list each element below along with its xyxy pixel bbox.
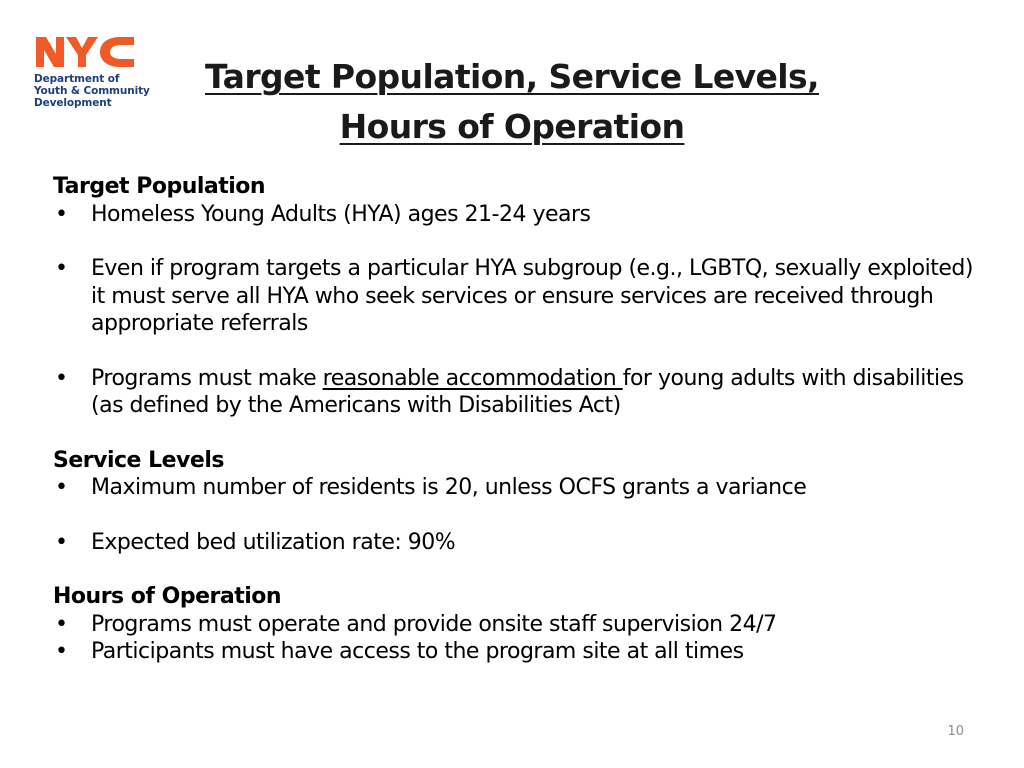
slide-title [150, 52, 874, 152]
slide-title-line-1: Target Population, Service Levels, [205, 57, 819, 96]
bullet-text-prefix: Programs must make [91, 365, 323, 391]
heading-hours-of-operation: Hours of Operation [53, 584, 282, 609]
bullet-marker: • [55, 475, 68, 500]
bullet-item [53, 255, 973, 338]
bullet-item [53, 638, 973, 666]
nyc-logo-mark [34, 34, 138, 70]
reasonable-accommodation-link[interactable]: reasonable accommodation [322, 365, 623, 391]
bullet-text: Expected bed utilization rate: 90% [91, 529, 456, 555]
bullet-item [53, 365, 973, 420]
bullet-text: Homeless Young Adults (HYA) ages 21-24 years [91, 201, 591, 227]
bullet-text: Programs must operate and provide onsite staff supervision 24/7 [91, 611, 777, 637]
bullet-text-suffix: for young adults with disabilities (as defined by the Americans with Disabilities Act) [91, 365, 964, 418]
bullet-text: Maximum number of residents is 20, unless OCFS grants a variance [91, 475, 807, 500]
logo-line-1: Department of [34, 73, 120, 85]
bullet-marker: • [55, 201, 68, 227]
logo-line-3: Development [34, 97, 112, 109]
logo-line-2: Youth & Community [34, 85, 150, 97]
bullet-marker: • [55, 639, 68, 664]
slide-title-line-2: Hours of Operation [339, 107, 685, 146]
bullet-marker: • [55, 365, 68, 391]
bullet-marker: • [55, 529, 68, 555]
bullet-text: Participants must have access to the program site at all times [91, 639, 744, 664]
heading-target-population: Target Population [53, 174, 266, 199]
logo-agency-name [34, 73, 164, 109]
heading-service-levels: Service Levels [53, 447, 224, 473]
slide-body [53, 173, 973, 666]
bullet-item [53, 201, 973, 229]
page-number: 10 [947, 724, 964, 739]
nyc-dycd-logo [34, 34, 164, 109]
bullet-text: Even if program targets a particular HYA subgroup (e.g., LGBTQ, sexually exploited) it must serve all HYA who seek services or ensure services are received through appropriate referrals [91, 256, 973, 336]
bullet-item [53, 474, 973, 502]
bullet-item [53, 611, 973, 639]
bullet-marker: • [55, 611, 68, 637]
bullet-marker: • [55, 256, 68, 281]
bullet-item [53, 529, 973, 557]
